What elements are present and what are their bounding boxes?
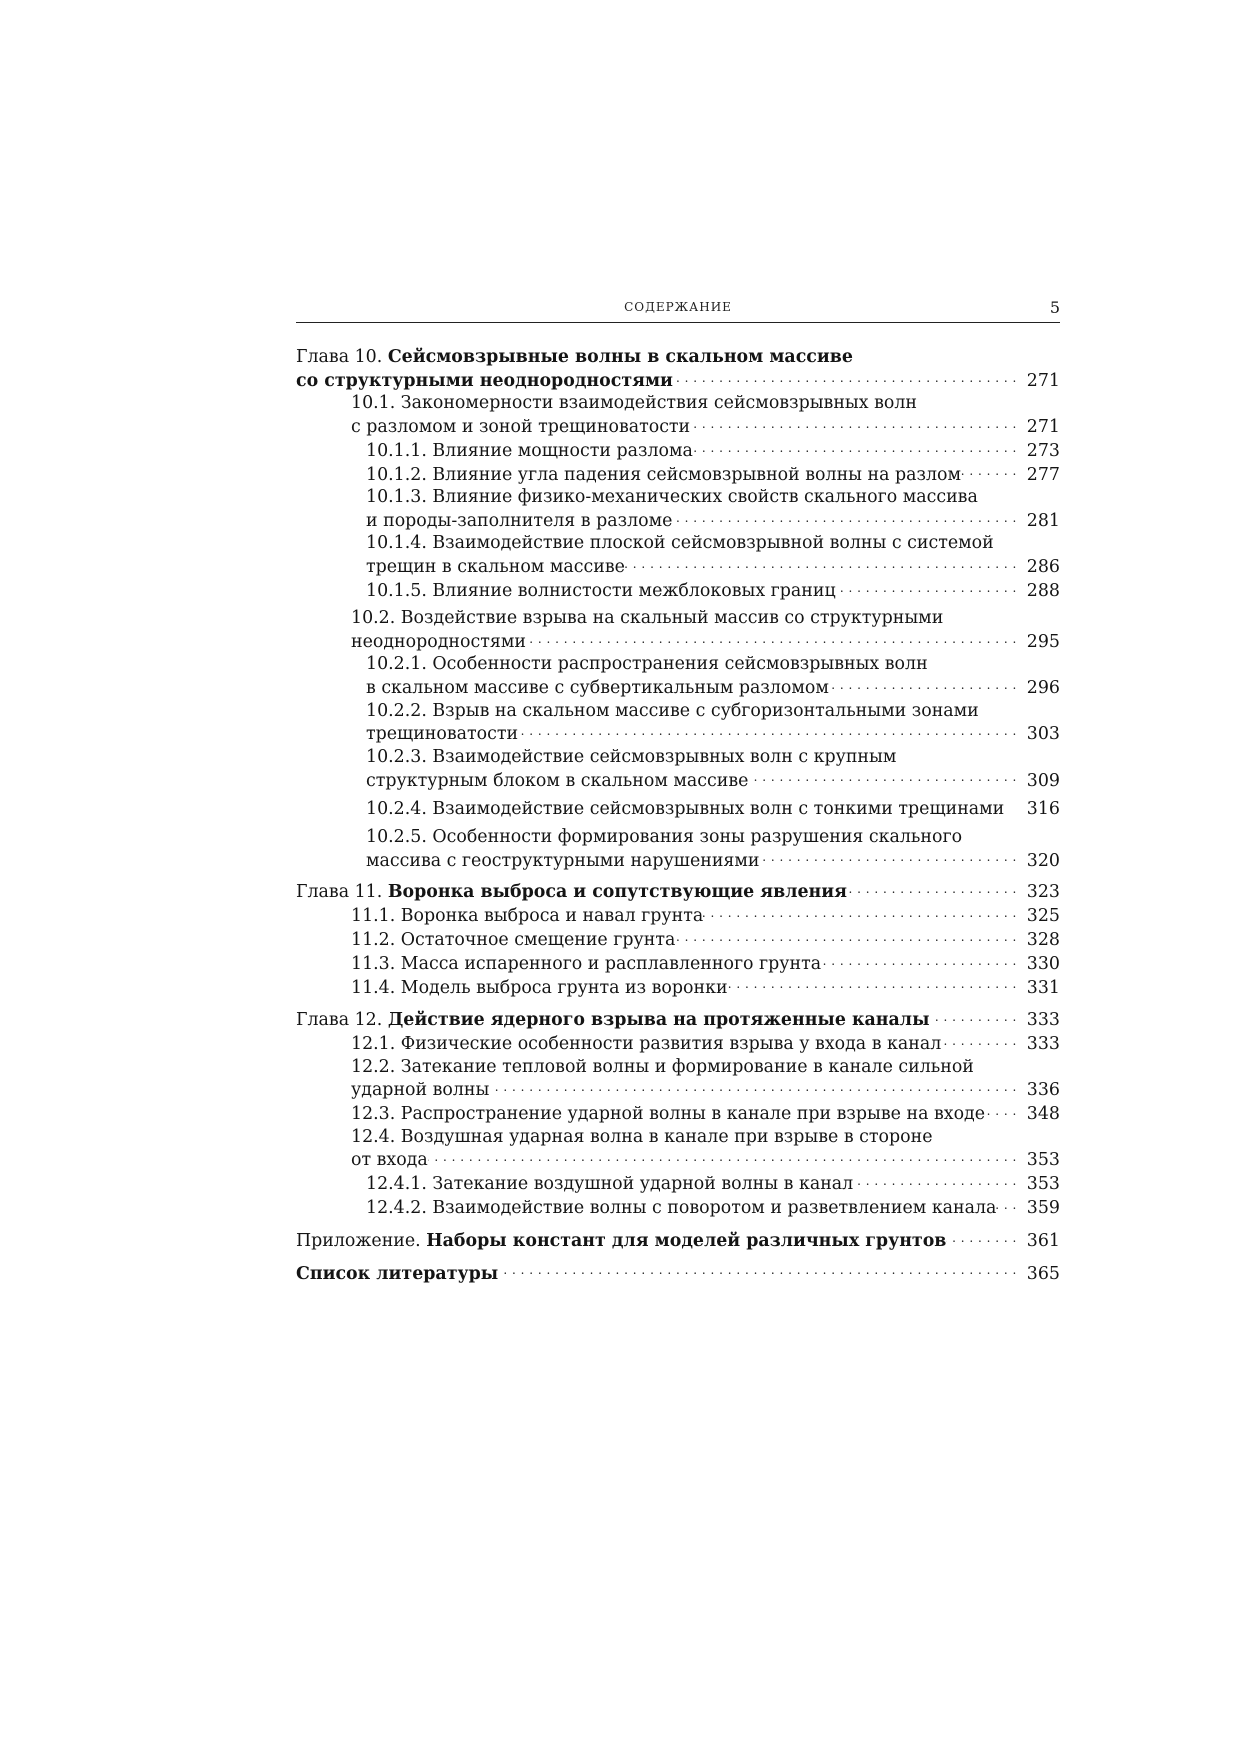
dot-leader — [996, 1196, 1016, 1213]
toc-section-12-3[interactable] — [296, 1102, 1060, 1126]
section-title: 11.1. Воронка выброса и навал грунта — [351, 906, 704, 927]
page-number: 336 — [1026, 1080, 1060, 1101]
section-title: 10.2.2. Взрыв на скальном массиве с субгоризонтальными зонами — [366, 700, 979, 721]
section-title-cont: в скальном массиве с субвертикальным разломом — [366, 678, 829, 699]
dot-leader — [518, 722, 1017, 739]
toc-section-11-4[interactable] — [296, 975, 1060, 999]
toc-section-10-2[interactable] — [296, 607, 1060, 653]
section-title-cont: с разломом и зоной трещиноватости — [351, 417, 691, 437]
page-number: 271 — [1026, 417, 1060, 437]
toc-section-10-2-2[interactable] — [296, 700, 1060, 746]
page-number: 353 — [1026, 1150, 1060, 1171]
section-title: 10.2.4. Взаимодействие сейсмовзрывных волн с тонкими трещинами — [366, 799, 1005, 820]
page-number: 361 — [1026, 1230, 1060, 1251]
dot-leader — [673, 368, 1017, 385]
header-title: СОДЕРЖАНИЕ — [624, 300, 732, 314]
dot-leader — [946, 1228, 1016, 1245]
page-number: 271 — [1026, 370, 1060, 391]
page-number: 296 — [1026, 678, 1060, 699]
toc-chapter-12[interactable] — [296, 1008, 1060, 1032]
page-number: 286 — [1026, 557, 1060, 577]
chapter-title: Действие ядерного взрыва на протяженные каналы — [387, 1010, 930, 1031]
appendix-label: Приложение. — [296, 1230, 427, 1251]
dot-leader — [703, 904, 1017, 921]
page-number: 330 — [1026, 953, 1060, 974]
section-title: 11.3. Масса испаренного и расплавленного грунта — [351, 953, 822, 974]
page-number: 273 — [1026, 440, 1060, 461]
dot-leader — [526, 630, 1017, 647]
toc-references[interactable] — [296, 1261, 1060, 1285]
section-title-cont: структурным блоком в скальном массиве — [366, 770, 749, 791]
dot-leader — [693, 438, 1017, 455]
toc-section-10-2-4[interactable] — [296, 797, 1060, 821]
section-title-cont: массива с геоструктурными нарушениями — [366, 850, 760, 871]
dot-leader — [625, 555, 1017, 572]
appendix-title: Наборы констант для моделей различных грунтов — [426, 1230, 947, 1251]
dot-leader — [489, 1078, 1016, 1095]
page-number: 277 — [1026, 464, 1060, 485]
section-title: 10.1.3. Влияние физико-механических свойств скального массива — [366, 487, 978, 507]
toc-section-10-1-2[interactable] — [296, 462, 1060, 486]
section-title-cont: трещиноватости — [366, 724, 519, 745]
toc-section-12-4[interactable] — [296, 1126, 1060, 1172]
toc-appendix[interactable] — [296, 1228, 1060, 1252]
page-number: 309 — [1026, 770, 1060, 791]
dot-leader — [930, 1008, 1017, 1025]
dot-leader — [985, 1102, 1017, 1119]
page-number: 328 — [1026, 930, 1060, 950]
dot-leader — [748, 768, 1016, 785]
section-title: 10.2.5. Особенности формирования зоны разрушения скального — [366, 826, 963, 847]
toc-chapter-10[interactable] — [296, 346, 1060, 392]
toc-section-10-2-5[interactable] — [296, 826, 1060, 872]
section-title: 12.4. Воздушная ударная волна в канале при взрыве в стороне — [351, 1126, 933, 1147]
section-title: 12.3. Распространение ударной волны в канале при взрыве на входе — [351, 1104, 986, 1125]
page-number: 348 — [1026, 1104, 1060, 1125]
page-number: 331 — [1026, 977, 1060, 998]
page-number: 359 — [1026, 1197, 1060, 1218]
page-number: 303 — [1026, 724, 1060, 745]
dot-leader — [961, 462, 1017, 479]
header-page-number: 5 — [1049, 298, 1060, 317]
section-title: 11.4. Модель выброса грунта из воронки — [351, 977, 728, 998]
toc-section-10-2-3[interactable] — [296, 746, 1060, 792]
section-title: 10.2.3. Взаимодействие сейсмовзрывных волн с крупным — [366, 746, 897, 767]
section-title-cont: трещин в скальном массиве — [366, 557, 625, 577]
dot-leader — [690, 415, 1017, 432]
toc-section-11-2[interactable] — [296, 928, 1060, 952]
chapter-label: Глава 12. — [296, 1010, 388, 1031]
section-title-cont: и породы-заполнителя в разломе — [366, 510, 673, 531]
chapter-label: Глава 10. — [296, 347, 388, 367]
page-number: 295 — [1026, 632, 1060, 652]
toc-section-10-1-5[interactable] — [296, 578, 1060, 602]
section-title: 10.1.5. Влияние волнистости межблоковых границ — [366, 580, 836, 601]
dot-leader — [853, 1172, 1017, 1189]
chapter-title: Воронка выброса и сопутствующие явления — [387, 882, 848, 903]
toc-section-12-4-2[interactable] — [296, 1196, 1060, 1220]
section-title-cont: неоднородностями — [351, 632, 526, 652]
page-number: 325 — [1026, 906, 1060, 927]
dot-leader — [941, 1032, 1017, 1049]
toc-section-10-2-1[interactable] — [296, 653, 1060, 699]
section-title: 12.1. Физические особенности развития взрыва у входа в канал — [351, 1034, 942, 1055]
section-title: 10.1.2. Влияние угла падения сейсмовзрывной волны на разлом — [366, 464, 962, 485]
page-number: 316 — [1026, 799, 1060, 820]
section-title: 10.1. Закономерности взаимодействия сейсмовзрывных волн — [351, 393, 918, 414]
page-number: 320 — [1026, 850, 1060, 871]
section-title-cont: от входа — [351, 1150, 428, 1171]
toc-section-10-1-1[interactable] — [296, 438, 1060, 462]
table-of-contents — [296, 346, 1060, 1285]
section-title: 10.1.4. Взаимодействие плоской сейсмовзрывной волны с системой — [366, 533, 994, 554]
page-number: 281 — [1026, 510, 1060, 531]
dot-leader — [829, 676, 1017, 693]
dot-leader — [821, 951, 1017, 968]
toc-section-12-1[interactable] — [296, 1032, 1060, 1056]
references-title: Список литературы — [296, 1263, 499, 1284]
dot-leader — [428, 1148, 1017, 1165]
dot-leader — [760, 848, 1017, 865]
page-number: 365 — [1026, 1263, 1060, 1284]
page-number: 288 — [1026, 580, 1060, 601]
section-title: 12.4.1. Затекание воздушной ударной волны в канал — [366, 1174, 854, 1195]
section-title: 10.2. Воздействие взрыва на скальный массив со структурными — [351, 608, 944, 629]
dot-leader — [847, 880, 1017, 897]
running-header — [296, 300, 1060, 323]
dot-leader — [498, 1261, 1017, 1278]
toc-section-10-1[interactable] — [296, 392, 1060, 438]
section-title: 11.2. Остаточное смещение грунта — [351, 930, 676, 950]
toc-section-11-3[interactable] — [296, 951, 1060, 975]
section-title: 12.4.2. Взаимодействие волны с поворотом и разветвлением канала — [366, 1197, 997, 1218]
section-title: 10.1.1. Влияние мощности разлома — [366, 440, 693, 461]
chapter-title: Сейсмовзрывные волны в скальном массиве — [387, 347, 853, 367]
toc-section-12-4-1[interactable] — [296, 1172, 1060, 1196]
toc-section-10-1-3[interactable] — [296, 486, 1060, 532]
section-title: 12.2. Затекание тепловой волны и формирование в канале сильной — [351, 1056, 974, 1077]
section-title: 10.2.1. Особенности распространения сейсмовзрывных волн — [366, 654, 928, 675]
chapter-title-cont: со структурными неоднородностями — [296, 370, 673, 391]
section-title-cont: ударной волны — [351, 1080, 490, 1101]
dot-leader — [728, 975, 1017, 992]
dot-leader — [672, 508, 1016, 525]
dot-leader — [836, 578, 1017, 595]
page-number: 353 — [1026, 1174, 1060, 1195]
dot-leader — [675, 928, 1016, 945]
toc-section-11-1[interactable] — [296, 904, 1060, 928]
chapter-label: Глава 11. — [296, 882, 388, 903]
page-number: 323 — [1026, 882, 1060, 903]
toc-section-10-1-4[interactable] — [296, 532, 1060, 578]
page-number: 333 — [1026, 1010, 1060, 1031]
page-number: 333 — [1026, 1034, 1060, 1055]
toc-section-12-2[interactable] — [296, 1056, 1060, 1102]
toc-chapter-11[interactable] — [296, 880, 1060, 904]
